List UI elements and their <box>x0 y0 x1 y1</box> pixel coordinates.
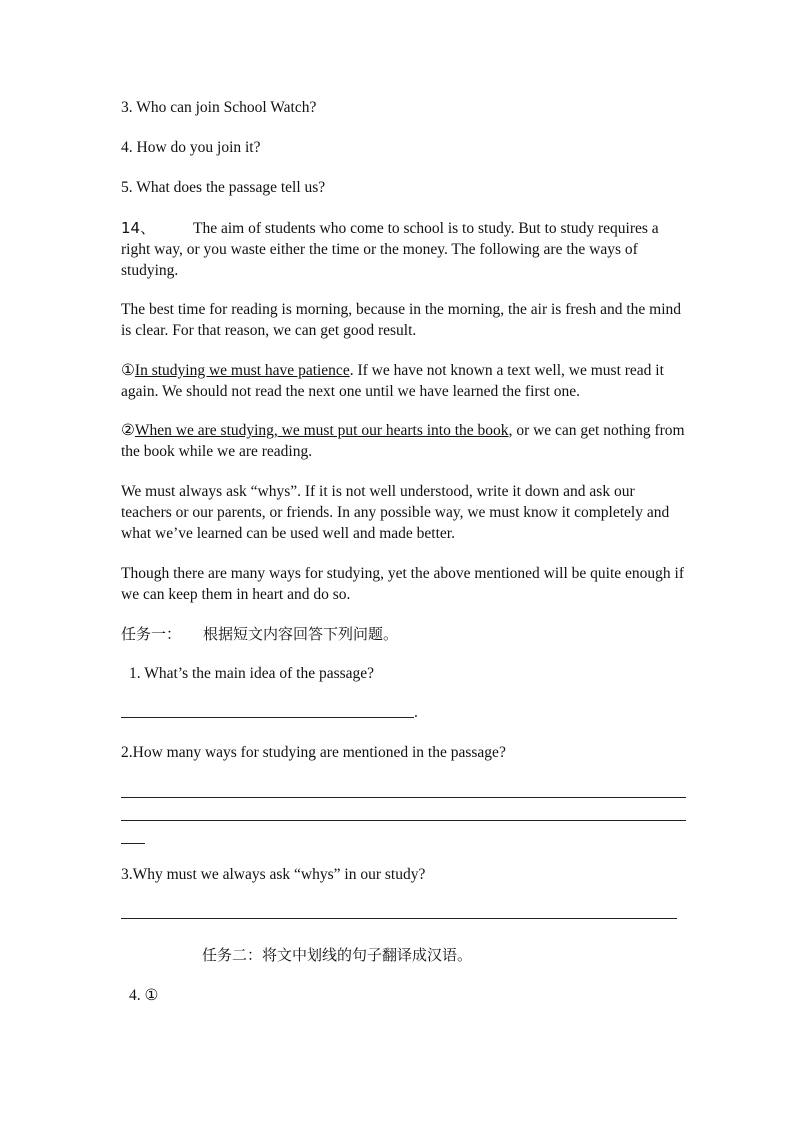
answer-blank-2b[interactable] <box>121 820 686 821</box>
passage-intro-text: The aim of students who come to school is to study. But to study requires a right way, or you waste either the time or the money. The following are the ways of studying. <box>121 220 659 279</box>
question-3: 3. Who can join School Watch? <box>121 99 317 116</box>
paragraph-3-rest: , or we can get nothing from the book while we are reading. <box>121 422 685 460</box>
passage-intro <box>121 218 686 281</box>
task1-question-2: 2.How many ways for studying are mentioned in the passage? <box>121 744 506 761</box>
task1-heading <box>121 624 398 645</box>
task1-question-3: 3.Why must we always ask “whys” in our study? <box>121 866 426 883</box>
answer-1-period: . <box>414 704 418 721</box>
question-5: 5. What does the passage tell us? <box>121 179 326 196</box>
answer-blank-2a[interactable] <box>121 797 686 798</box>
circled-1-mark: ① <box>121 362 135 379</box>
passage-paragraph-1: The best time for reading is morning, because in the morning, the air is fresh and the mind is clear. For that reason, we can get good result. <box>121 301 682 339</box>
task2-heading: 任务二：将文中划线的句子翻译成汉语。 <box>202 946 473 964</box>
task1-label: 任务一： <box>121 625 182 643</box>
answer-blank-1[interactable] <box>121 717 414 718</box>
passage-paragraph-4: We must always ask “whys”. If it is not well understood, write it down and ask our teachers or our parents, or friends. In any possible way, we must know it completely and what we’ve learned can be used well and made better. <box>121 483 670 542</box>
underlined-sentence-2: When we are studying, we must put our hearts into the book <box>134 422 509 439</box>
passage-number: 14、 <box>121 219 156 237</box>
task1-question-1: 1. What’s the main idea of the passage? <box>129 665 375 682</box>
circled-2-mark: ② <box>121 422 135 439</box>
task2-question-4: 4. ① <box>129 987 159 1004</box>
underlined-sentence-1: In studying we must have patience <box>134 362 350 379</box>
passage-paragraph-5: Though there are many ways for studying, yet the above mentioned will be quite enough if we can keep them in heart and do so. <box>121 565 685 603</box>
answer-blank-3[interactable] <box>121 918 677 919</box>
passage-paragraph-2 <box>121 360 686 402</box>
task1-instruction: 根据短文内容回答下列问题。 <box>203 625 399 643</box>
passage-paragraph-3 <box>121 420 686 462</box>
paragraph-2-rest: . If we have not known a text well, we must read it again. We should not read the next one until we have learned the first one. <box>121 362 664 400</box>
question-4: 4. How do you join it? <box>121 139 261 156</box>
answer-blank-2c[interactable] <box>121 843 145 844</box>
